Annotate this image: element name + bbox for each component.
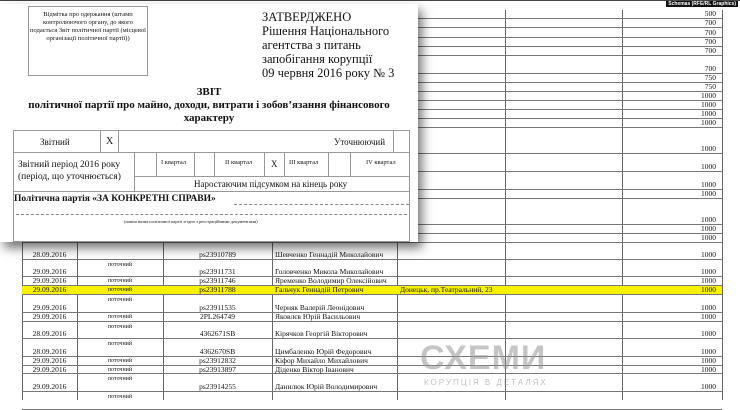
report-title: ЗВІТ	[196, 86, 222, 98]
cell-name: Діденко Віктор Іванович	[275, 365, 354, 374]
cell-amount: 1000	[701, 356, 716, 365]
cell-type: поточний	[107, 341, 133, 347]
cell-date: 29.09.2016	[32, 382, 67, 391]
party-name-dash-line	[16, 209, 407, 215]
cell-amount: 1000	[701, 224, 716, 233]
table-row	[22, 322, 722, 339]
cell-amount	[622, 392, 722, 409]
table-column-divider	[722, 10, 723, 400]
cell-name: Черняк Валерій Леонідович	[275, 303, 365, 312]
cell-name: Яковлєв Юрій Васильович	[275, 312, 361, 321]
cell-type: поточний	[107, 324, 133, 330]
period-label: Звітний період 2016 року	[18, 160, 121, 170]
cell-date: 29.09.2016	[32, 276, 67, 285]
quarter-2: II квартал	[225, 159, 253, 166]
cell-date: 29.09.2016	[32, 365, 67, 374]
cell-amount: 500	[704, 9, 716, 18]
report-subtitle: політичної партії про майно, доходи, витрати і зобов’язання фінансового	[28, 99, 390, 111]
watermark-logo: СХЕМИ	[420, 339, 547, 377]
cell-type: поточний	[107, 297, 133, 303]
cell-amount: 1000	[701, 215, 716, 224]
cumulative-label: Наростаючим підсумком на кінець року	[194, 179, 348, 189]
cell-id: 4362671SB	[199, 329, 236, 338]
cell-amount: 1000	[701, 303, 716, 312]
cell-amount: 1000	[701, 180, 716, 189]
report-form-page	[0, 4, 418, 242]
cell-name: Кірячков Георгій Вікторович	[275, 329, 368, 338]
quarter-2-checkbox[interactable]: X	[271, 159, 278, 169]
cell-id: ps23911788	[199, 285, 236, 294]
cell-amount: 700	[704, 46, 716, 55]
cell-address	[397, 260, 505, 276]
cell-amount: 1000	[701, 144, 716, 153]
image-credit: Schemas (RFE/RL Graphics)	[668, 1, 736, 7]
clarifying-label: Уточнюючий	[334, 137, 386, 147]
approval-line: запобігання корупції	[262, 52, 373, 66]
cell-date: 28.09.2016	[32, 250, 67, 259]
watermark-tagline: КОРУПЦІЯ В ДЕТАЛЯХ	[424, 378, 548, 387]
cell-amount: 1000	[701, 312, 716, 321]
party-name: Політична партія «ЗА КОНКРЕТНІ СПРАВИ»	[14, 194, 216, 204]
table-row	[22, 339, 722, 357]
cell-date: 28.09.2016	[32, 329, 67, 338]
cell-name: Шевченко Геннадій Миколайович	[275, 250, 384, 259]
cell-id	[163, 392, 272, 409]
approval-line: агентства з питань	[262, 38, 361, 52]
quarter-3: III квартал	[289, 159, 319, 166]
table-row	[22, 392, 722, 410]
cell-id: ps23914255	[199, 382, 236, 391]
cell-type: поточний	[107, 358, 133, 364]
cell-name: Кіфор Михайло Михайлович	[275, 356, 368, 365]
cell-address	[397, 243, 505, 259]
table-row-highlighted	[22, 286, 722, 295]
cell-type: поточний	[107, 262, 133, 268]
cell-type: поточний	[107, 287, 133, 293]
cell-date: 29.09.2016	[32, 267, 67, 276]
cell-date: 29.09.2016	[32, 312, 67, 321]
cell-address	[397, 392, 505, 409]
approval-line: Рішення Національного	[262, 24, 390, 38]
approval-block	[262, 10, 394, 80]
cell-address	[397, 322, 505, 338]
table-row	[22, 260, 722, 277]
report-form-table	[13, 130, 410, 242]
cell-amount: 750	[704, 73, 716, 82]
report-subtitle-cont: характеру	[183, 112, 235, 124]
clarifying-checkbox[interactable]	[394, 132, 410, 151]
cell-amount: 1000	[701, 118, 716, 127]
cell-amount: 1000	[701, 233, 716, 242]
cell-amount: 1000	[701, 347, 716, 356]
quarter-1: I квартал	[161, 159, 187, 166]
cell-address	[397, 277, 505, 285]
table-row	[22, 313, 722, 322]
cell-id: ps23911731	[199, 267, 236, 276]
cell-amount: 1000	[701, 267, 716, 276]
cell-date: 29.09.2016	[32, 356, 67, 365]
cell-name: Гальчук Геннадій Петрович	[275, 285, 364, 294]
cell-name: Цимбаленко Юрій Федорович	[275, 347, 372, 356]
cell-amount: 1000	[701, 382, 716, 391]
cell-name: Яременко Володимир Олексійович	[275, 276, 387, 285]
cell-amount: 750	[704, 82, 716, 91]
cell-date: 28.09.2016	[32, 347, 67, 356]
cell-address	[397, 313, 505, 321]
table-row	[22, 357, 722, 366]
cell-id: 4362670SB	[199, 347, 236, 356]
cell-type: поточний	[107, 367, 133, 373]
cell-date	[22, 392, 77, 409]
cell-address	[397, 295, 505, 312]
reporting-label: Звітний	[40, 137, 70, 147]
quarter-4: IV квартал	[366, 159, 396, 166]
table-row	[22, 295, 722, 313]
table-row	[22, 366, 722, 374]
cell-amount: 1000	[701, 162, 716, 171]
cell-amount: 1000	[701, 365, 716, 374]
cell-type	[77, 243, 163, 259]
cell-type: поточний	[107, 376, 133, 382]
cell-id: ps23913897	[199, 365, 236, 374]
approval-line: 09 червня 2016 року № 3	[262, 66, 395, 80]
cell-amount: 700	[704, 37, 716, 46]
cell-amount: 700	[704, 18, 716, 27]
cell-amount: 700	[704, 28, 716, 37]
cell-amount: 1000	[701, 100, 716, 109]
reporting-checkbox[interactable]: X	[106, 136, 114, 147]
cell-name	[272, 392, 397, 409]
cell-id: ps23910789	[199, 250, 236, 259]
cell-name: Головченко Микола Миколайович	[275, 267, 384, 276]
cell-name: Данилюк Юрій Володимирович	[275, 382, 378, 391]
cell-id: ps23911746	[199, 276, 236, 285]
cell-address: Донецьк, пр.Театральний, 23	[400, 285, 493, 294]
cell-amount: 1000	[701, 329, 716, 338]
cell-id: 2PL264749	[199, 312, 235, 321]
table-row	[22, 243, 722, 260]
cell-amount: 1000	[701, 91, 716, 100]
cell-type: поточний	[107, 394, 133, 400]
cell-amount: 700	[704, 64, 716, 73]
period-note: (період, що уточнюється)	[18, 172, 121, 182]
party-name-note: (повна назва політичної партії згідно з реєстраційними документами)	[124, 219, 258, 224]
cell-date: 29.09.2016	[32, 285, 67, 294]
cell-date: 29.09.2016	[32, 303, 67, 312]
table-row	[22, 374, 722, 392]
party-name-dash-line	[234, 195, 409, 205]
cell-amount: 1000	[701, 276, 716, 285]
approval-line: ЗАТВЕРДЖЕНО	[262, 10, 352, 24]
cell-amount: 1000	[701, 109, 716, 118]
receipt-stamp-box: Відмітка про одержання (штамп контролюючого органу, до якого подається Звіт політичної партії (місцевої організації політичної партії))	[28, 6, 148, 76]
cell-id: ps23911535	[199, 303, 236, 312]
cell-amount: 1000	[701, 285, 716, 294]
cell-type: поточний	[107, 278, 133, 284]
cell-type: поточний	[107, 314, 133, 320]
cell-amount: 1000	[701, 250, 716, 259]
cell-id: ps23912832	[199, 356, 236, 365]
cell-amount: 1000	[701, 189, 716, 198]
table-row	[22, 277, 722, 286]
